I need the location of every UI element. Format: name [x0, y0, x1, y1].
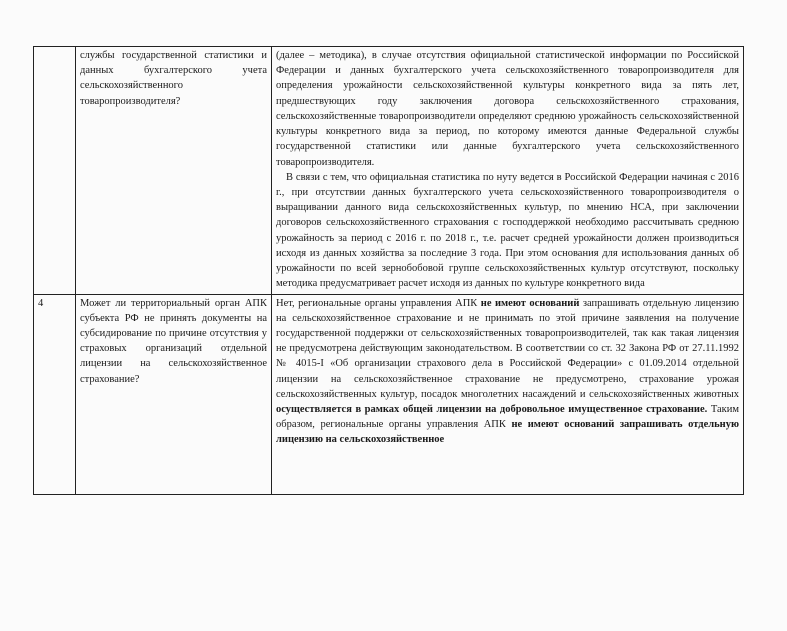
answer-cell [272, 47, 744, 295]
answer-paragraph [276, 170, 739, 292]
answer-bold-text: не имеют оснований запрашивать отдельную лицензию на сельскохозяйственное [276, 419, 740, 446]
row-number [34, 47, 76, 295]
answer-bold-text: не имеют оснований [480, 297, 580, 309]
question-cell [76, 47, 272, 295]
answer-paragraph [276, 48, 739, 170]
answer-text: запрашивать отдельную лицензию на сельскохозяйственное страхование и не принимать по этой причине заявления на получение государственной поддержки от сельскохозяйственных товаропроизводителей, так как такая лицензия не предусмотрена действующим законодательством. В соответствии со ст. 32 Закона РФ от 27.11.1992 № 4015-I «Об организации страхового дела в Российской Федерации» с 01.09.2014 отдельной лицензии на сельскохозяйственное страхование не предусмотрено, страхование урожая сельскохозяйственных культур, посадок многолетних насаждений и сельскохозяйственных животных [276, 297, 739, 400]
table-row [34, 294, 744, 494]
answer-paragraph [276, 296, 739, 448]
question-text: службы государственной статистики и данных бухгалтерского учета сельскохозяйственного товаропроизводителя? [80, 50, 267, 107]
faq-table [33, 46, 744, 495]
table-row [34, 47, 744, 295]
answer-cell [272, 294, 744, 494]
question-text: Может ли территориальный орган АПК субъекта РФ не принять документы на субсидирование по причине отсутствия у страховых организаций отдельной лицензии на сельскохозяйственное страхование? [80, 297, 267, 385]
answer-bold-text: осуществляется в рамках общей лицензии на добровольное имущественное страхование. [276, 404, 708, 416]
answer-text: (далее – методика), в случае отсутствия официальной статистической информации по Российской Федерации и данных бухгалтерского учета сельскохозяйственного товаропроизводителя для определения урожайности сельскохозяйственной культуры конкретного вида за пять лет, предшествующих году заключения договора сельскохозяйственного страхования, сельскохозяйственные товаропроизводители определяют среднюю урожайность сельскохозяйственной культуры конкретного вида за период, по которому имеются данные Федеральной службы государственной статистики или данные бухгалтерского учета сельскохозяйственного товаропроизводителя. [276, 50, 739, 168]
answer-text: Таким образом, региональные органы управления АПК [276, 404, 740, 431]
row-number: 4 [34, 294, 76, 494]
answer-text: Нет, региональные органы управления АПК [276, 297, 481, 309]
answer-text: В связи с тем, что официальная статистика по нуту ведется в Российской Федерации начиная с 2016 г., при отсутствии данных бухгалтерского учета сельскохозяйственного товаропроизводителя о выращивании данного вида сельскохозяйственных культур, по мнению НСА, при заключении договоров сельскохозяйственного страхования с господдержкой необходимо рассчитывать среднюю урожайность за период с 2016 г. по 2018 г., т.е. расчет средней урожайности должен производиться исходя из данных хозяйства за последние 3 года. При этом основания для использования данных об урожайности по всей зернобобовой группе сельскохозяйственных культур отсутствуют, поскольку методика предусматривает расчет исходя из данных по культуре конкретного вида [276, 171, 739, 290]
question-cell [76, 294, 272, 494]
